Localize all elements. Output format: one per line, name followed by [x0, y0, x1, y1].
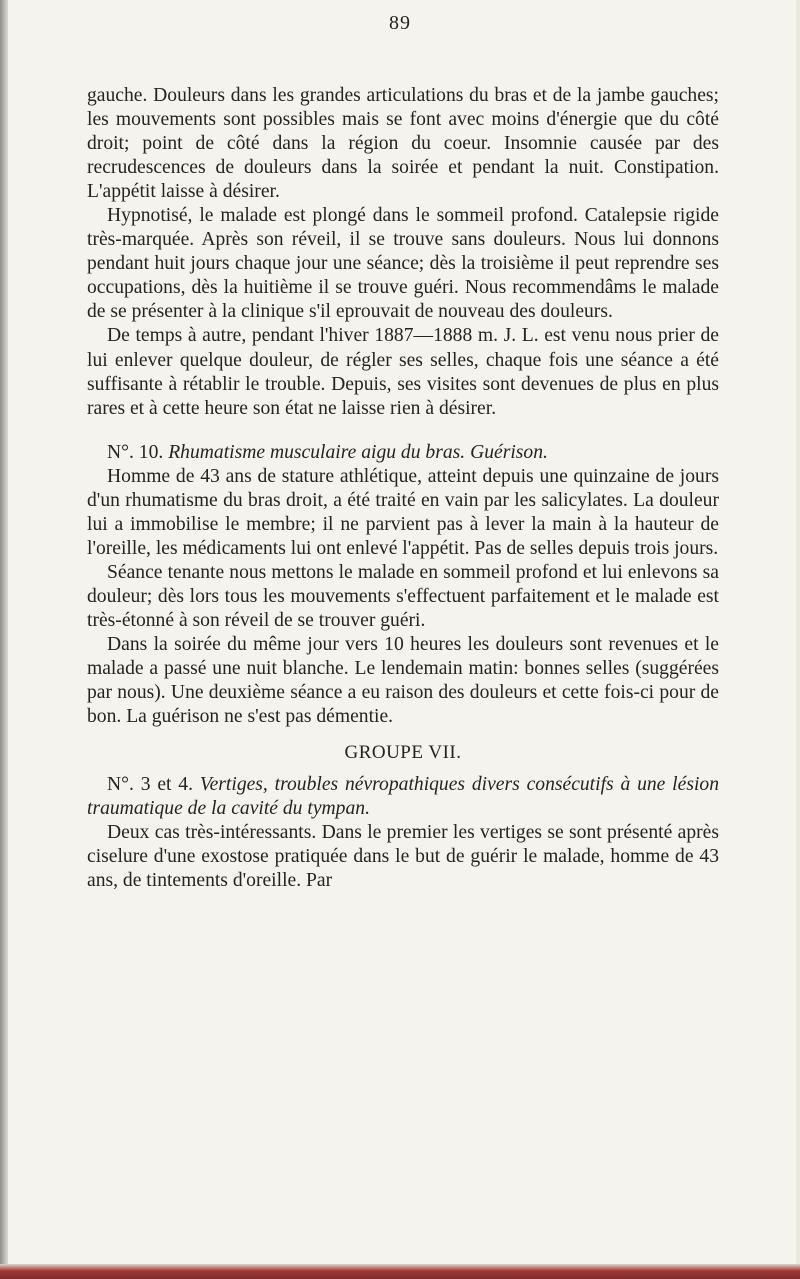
page-body [87, 84, 719, 894]
case-title: Rhumatisme musculaire aigu du bras. Guérison. [168, 441, 548, 463]
paragraph: Homme de 43 ans de stature athlétique, atteint depuis une quinzaine de jours d'un rhumatisme du bras droit, a été traité en vain par les salicylates. La douleur lui a immobilise le membre; il ne parvient pas à lever la main à la hauteur de l'oreille, les médicaments lui ont enlevé l'appétit. Pas de selles depuis trois jours. [87, 465, 719, 559]
page-number: 89 [389, 12, 411, 34]
case-title: Vertiges, troubles névropathiques divers consécutifs à une lésion traumatique de la cavité du tympan. [87, 774, 719, 820]
paragraph: Hypnotisé, le malade est plongé dans le sommeil profond. Catalepsie rigide très-marquée. Après son réveil, il se trouve sans douleurs. Nous lui donnons pendant huit jours chaque jour une séance; dès la troisième il peut reprendre ses occupations, dès la huitième il se trouve guéri. Nous recommendâms le malade de se présenter à la clinique s'il eprouvait de nouveau des douleurs. [87, 205, 719, 323]
case-number: N°. 3 et 4. [107, 774, 193, 796]
case-number: N°. 10. [107, 441, 164, 463]
page-bottom-edge [0, 1264, 800, 1279]
paragraph: Dans la soirée du même jour vers 10 heures les douleurs sont revenues et le malade a passé une nuit blanche. Le lendemain matin: bonnes selles (suggérées par nous). Une deuxième séance a eu raison des douleurs et cette fois-ci pour de bon. La guérison ne s'est pas démentie. [87, 634, 719, 728]
paragraph: Séance tenante nous mettons le malade en sommeil profond et lui enlevons sa douleur; dès lors tous les mouvements s'effectuent parfaitement et le malade est très-étonné à son réveil de se trouver guéri. [87, 561, 719, 631]
case-heading-10 [87, 441, 719, 465]
paragraph: gauche. Douleurs dans les grandes articulations du bras et de la jambe gauches; les mouvements sont possibles mais se font avec moins d'énergie que du côté droit; point de côté dans la région du coeur. Insomnie causée par des recrudescences de douleurs dans la soirée et pendant la nuit. Constipation. L'appétit laisse à désirer. [87, 85, 719, 203]
case-heading-3-4 [87, 773, 719, 821]
paragraph: De temps à autre, pendant l'hiver 1887—1888 m. J. L. est venu nous prier de lui enlever quelque douleur, de régler ses selles, chaque fois une séance a été suffisante à rétablir le trouble. Depuis, ses visites sont devenues de plus en plus rares et à cette heure son état ne laisse rien à désirer. [87, 325, 719, 419]
group-heading: GROUPE VII. [344, 742, 462, 764]
paragraph: Deux cas très-intéressants. Dans le premier les vertiges se sont présenté après ciselure d'une exostose pratiquée dans le but de guérir le malade, homme de 43 ans, de tintements d'oreille. Par [87, 822, 719, 892]
